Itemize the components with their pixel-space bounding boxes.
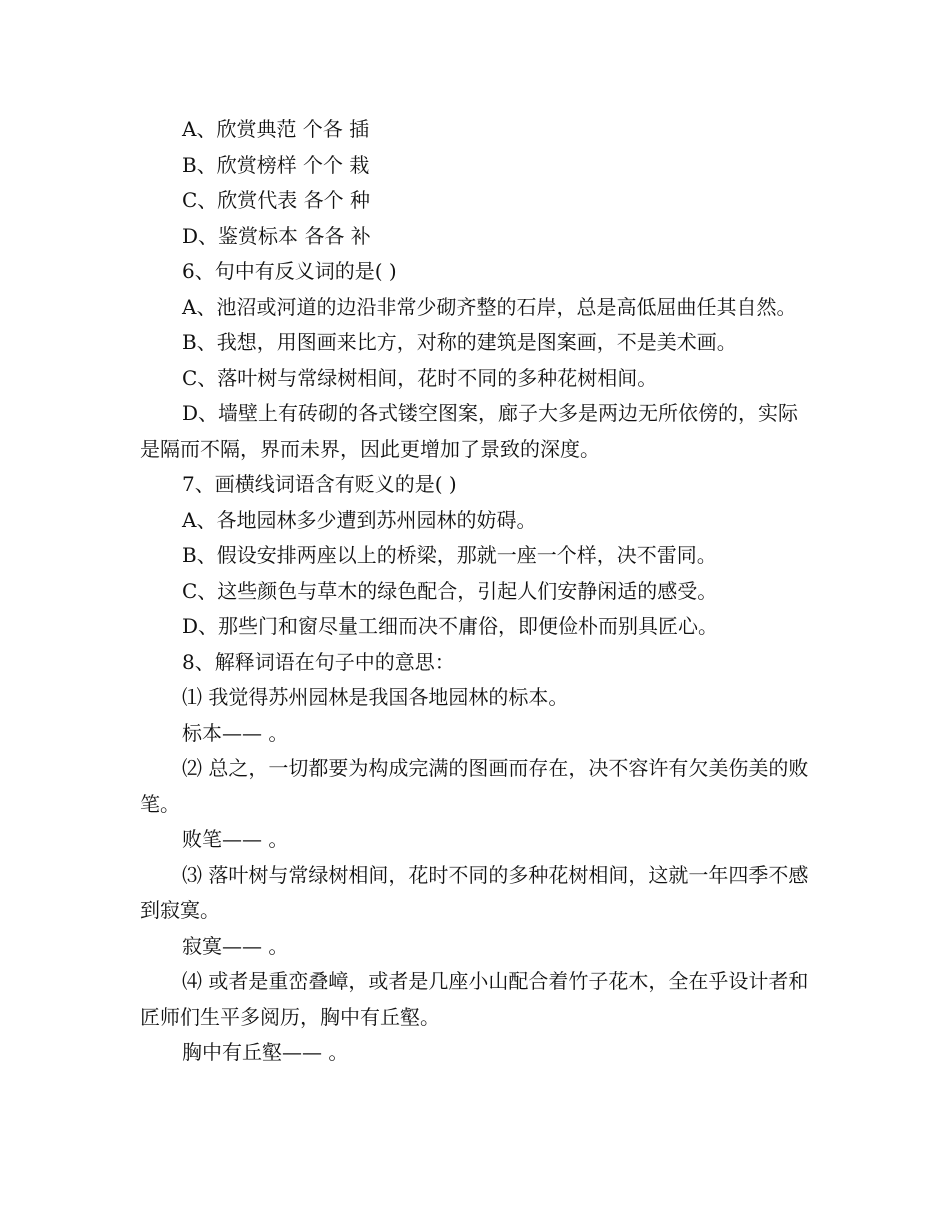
q8-item-1: ⑴ 我觉得苏州园林是我国各地园林的标本。	[182, 685, 569, 709]
q8-item-3: ⑶ 落叶树与常绿树相间，花时不同的多种花树相间，这就一年四季不感到寂寞。	[140, 862, 809, 922]
q6-option-d: D、墙壁上有砖砌的各式镂空图案，廊子大多是两边无所依傍的，实际是隔而不隔，界而未界，因此更增加了景致的深度。	[140, 401, 799, 461]
q8-item-2: ⑵ 总之，一切都要为构成完满的图画而存在，决不容许有欠美伤美的败笔。	[140, 756, 809, 816]
option-d-line: D、鉴赏标本 各各 补	[182, 223, 371, 248]
q6-option-c: C、落叶树与常绿树相间，花时不同的多种花树相间。	[182, 365, 658, 390]
q7-option-b: B、假设安排两座以上的桥梁，那就一座一个样，决不雷同。	[182, 543, 717, 567]
option-c-line: C、欣赏代表 各个 种	[182, 188, 371, 212]
q7-option-c: C、这些颜色与草木的绿色配合，引起人们安静闲适的感受。	[182, 578, 718, 603]
option-a-line: A、欣赏典范 个各 插	[182, 117, 370, 141]
q8-item-4: ⑷ 或者是重峦叠嶂，或者是几座小山配合着竹子花木，全在乎设计者和匠师们生平多阅历，胸中有丘壑。	[140, 969, 809, 1029]
question-7: 7、画横线词语含有贬义的是( )	[182, 472, 457, 496]
q6-option-b: B、我想，用图画来比方，对称的建筑是图案画，不是美术画。	[182, 330, 737, 354]
question-6: 6、句中有反义词的是( )	[182, 259, 397, 283]
q8-answer-4: 胸中有丘壑—— 。	[182, 1040, 349, 1064]
q6-option-a: A、池沼或河道的边沿非常少砌齐整的石岸，总是高低屈曲任其自然。	[182, 294, 797, 319]
q7-option-a: A、各地园林多少遭到苏州园林的妨碍。	[182, 507, 537, 532]
q8-answer-3: 寂寞—— 。	[182, 933, 289, 958]
option-b-line: B、欣赏榜样 个个 栽	[182, 152, 370, 177]
document-body	[140, 112, 812, 1071]
q8-answer-1: 标本—— 。	[182, 720, 289, 745]
question-8: 8、解释词语在句子中的意思：	[182, 649, 455, 674]
q7-option-d: D、那些门和窗尽量工细而决不庸俗，即便俭朴而别具匠心。	[182, 614, 719, 638]
q8-answer-2: 败笔—— 。	[182, 827, 289, 851]
